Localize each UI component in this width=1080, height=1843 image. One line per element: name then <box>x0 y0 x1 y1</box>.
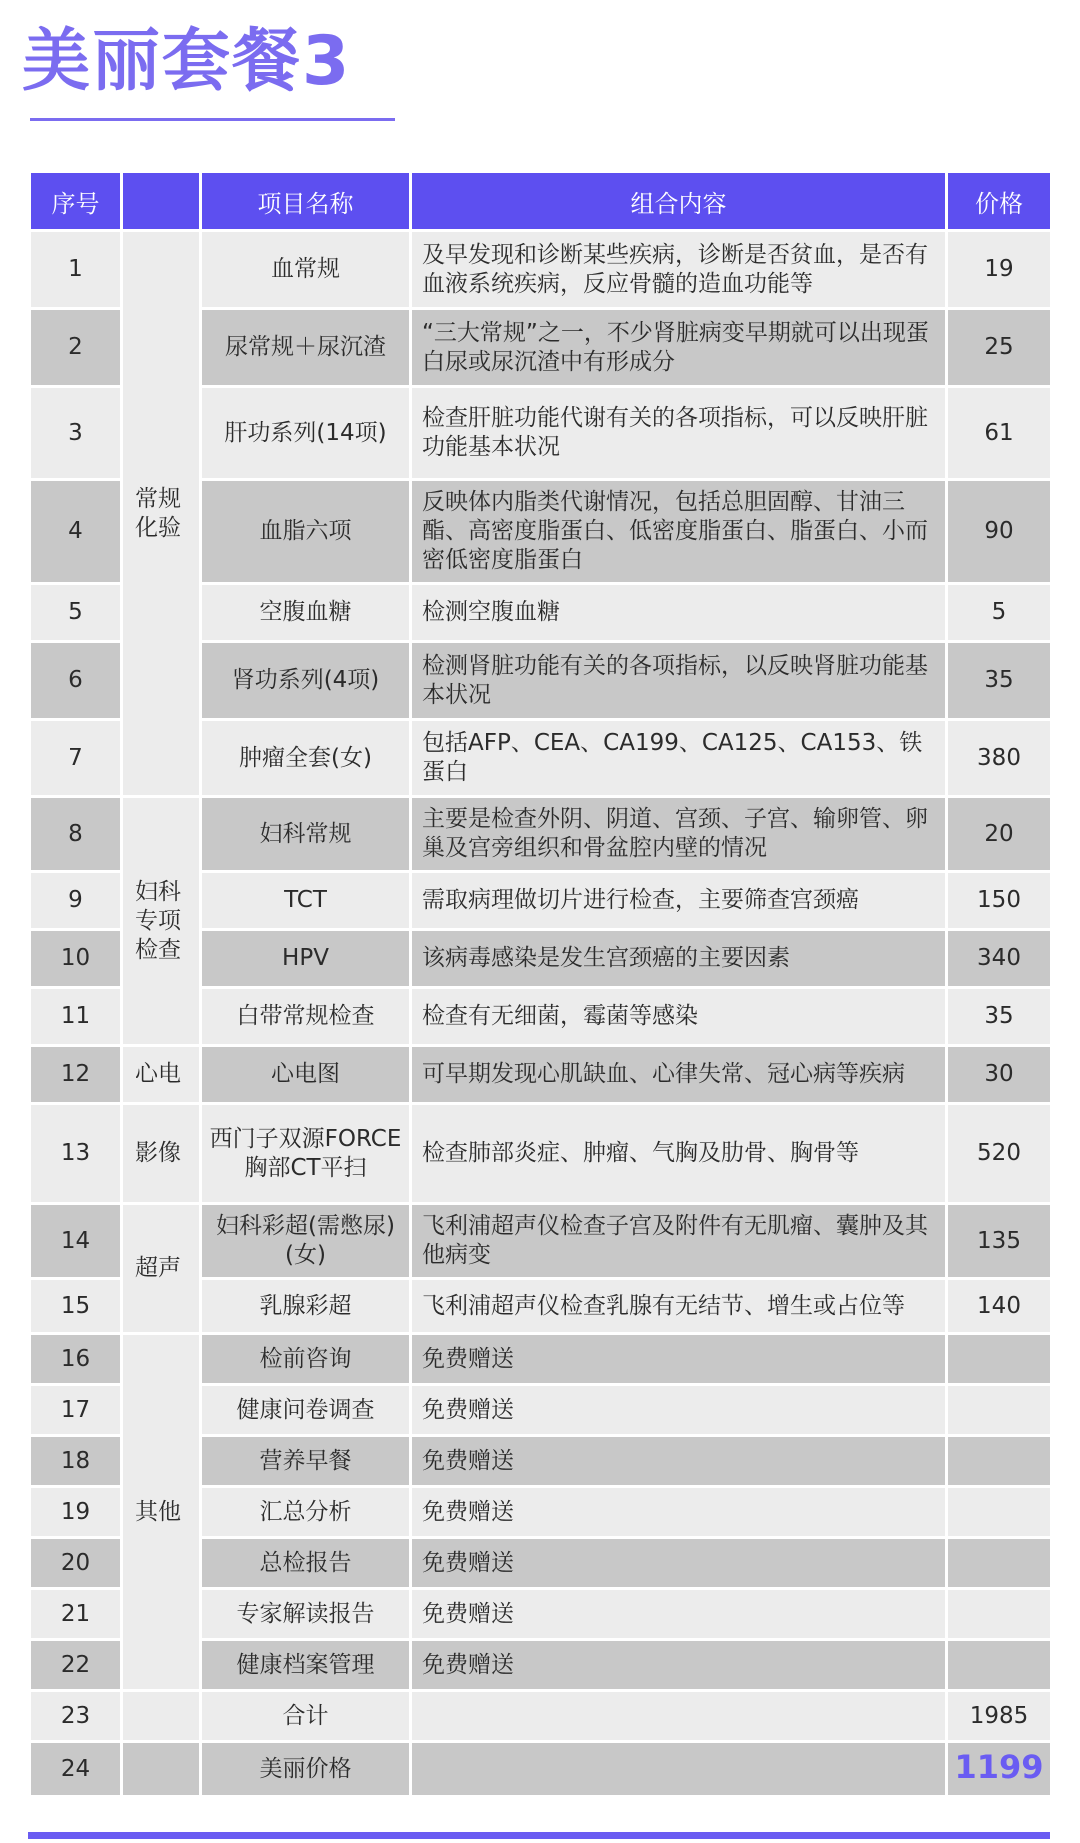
table-row <box>31 232 1050 307</box>
category-imaging: 影像 <box>123 1105 199 1202</box>
row-content: 检查肝脏功能代谢有关的各项指标，可以反映肝脏功能基本状况 <box>412 388 945 478</box>
row-index: 14 <box>31 1205 120 1277</box>
row-index: 12 <box>31 1047 120 1102</box>
table-row <box>31 798 1050 870</box>
table-row <box>31 1335 1050 1383</box>
row-name: 检前咨询 <box>202 1335 409 1383</box>
row-content: 免费赠送 <box>412 1335 945 1383</box>
row-category-blank <box>123 1743 199 1795</box>
row-price: 380 <box>948 721 1050 795</box>
page-title: 美丽套餐3 <box>22 22 352 101</box>
total-price: 1985 <box>948 1692 1050 1740</box>
row-content: 免费赠送 <box>412 1488 945 1536</box>
bottom-accent-bar <box>28 1832 1050 1839</box>
row-name: 健康档案管理 <box>202 1641 409 1689</box>
row-price <box>948 1590 1050 1638</box>
row-name: 专家解读报告 <box>202 1590 409 1638</box>
row-name: 空腹血糖 <box>202 585 409 640</box>
row-price: 35 <box>948 643 1050 718</box>
row-content: 免费赠送 <box>412 1386 945 1434</box>
row-content: 飞利浦超声仪检查子宫及附件有无肌瘤、囊肿及其他病变 <box>412 1205 945 1277</box>
row-name: 血常规 <box>202 232 409 307</box>
row-name: 肝功系列(14项) <box>202 388 409 478</box>
row-index: 21 <box>31 1590 120 1638</box>
row-content: 检测肾脏功能有关的各项指标，以反映肾脏功能基本状况 <box>412 643 945 718</box>
row-content: 该病毒感染是发生宫颈癌的主要因素 <box>412 931 945 986</box>
row-content: 可早期发现心肌缺血、心律失常、冠心病等疾病 <box>412 1047 945 1102</box>
table-row <box>31 1047 1050 1102</box>
row-price: 135 <box>948 1205 1050 1277</box>
row-content: 免费赠送 <box>412 1590 945 1638</box>
row-index: 5 <box>31 585 120 640</box>
row-index: 15 <box>31 1280 120 1332</box>
row-name: 白带常规检查 <box>202 989 409 1044</box>
row-price <box>948 1386 1050 1434</box>
row-name: 妇科彩超(需憋尿)(女) <box>202 1205 409 1277</box>
row-name: 营养早餐 <box>202 1437 409 1485</box>
header-name: 项目名称 <box>202 173 409 229</box>
row-price: 35 <box>948 989 1050 1044</box>
row-index: 2 <box>31 310 120 385</box>
row-price: 520 <box>948 1105 1050 1202</box>
row-name: 血脂六项 <box>202 481 409 582</box>
row-index: 18 <box>31 1437 120 1485</box>
row-index: 7 <box>31 721 120 795</box>
row-name: HPV <box>202 931 409 986</box>
row-content: 检查肺部炎症、肿瘤、气胸及肋骨、胸骨等 <box>412 1105 945 1202</box>
row-content: 检查有无细菌，霉菌等感染 <box>412 989 945 1044</box>
table-header-row <box>31 173 1050 229</box>
header-content: 组合内容 <box>412 173 945 229</box>
row-content: 免费赠送 <box>412 1539 945 1587</box>
row-content: “三大常规”之一，不少肾脏病变早期就可以出现蛋白尿或尿沉渣中有形成分 <box>412 310 945 385</box>
category-ecg: 心电 <box>123 1047 199 1102</box>
total-row <box>31 1692 1050 1740</box>
row-index: 4 <box>31 481 120 582</box>
row-name: 尿常规＋尿沉渣 <box>202 310 409 385</box>
row-price <box>948 1335 1050 1383</box>
category-gyn: 妇科专项检查 <box>123 798 199 1044</box>
row-price: 140 <box>948 1280 1050 1332</box>
row-index: 10 <box>31 931 120 986</box>
row-name: 妇科常规 <box>202 798 409 870</box>
row-name: 西门子双源FORCE胸部CT平扫 <box>202 1105 409 1202</box>
row-price <box>948 1488 1050 1536</box>
table-row <box>31 1205 1050 1277</box>
row-content: 免费赠送 <box>412 1641 945 1689</box>
row-index: 23 <box>31 1692 120 1740</box>
row-name: 汇总分析 <box>202 1488 409 1536</box>
row-price: 61 <box>948 388 1050 478</box>
row-price <box>948 1641 1050 1689</box>
row-index: 6 <box>31 643 120 718</box>
row-category-blank <box>123 1692 199 1740</box>
category-other: 其他 <box>123 1335 199 1689</box>
row-content <box>412 1743 945 1795</box>
row-name: TCT <box>202 873 409 928</box>
row-content: 检测空腹血糖 <box>412 585 945 640</box>
row-price: 340 <box>948 931 1050 986</box>
title-underline <box>30 118 395 121</box>
row-price: 30 <box>948 1047 1050 1102</box>
row-name: 总检报告 <box>202 1539 409 1587</box>
row-index: 3 <box>31 388 120 478</box>
row-content: 需取病理做切片进行检查，主要筛查宫颈癌 <box>412 873 945 928</box>
row-index: 22 <box>31 1641 120 1689</box>
row-price <box>948 1539 1050 1587</box>
row-content: 飞利浦超声仪检查乳腺有无结节、增生或占位等 <box>412 1280 945 1332</box>
row-content: 反映体内脂类代谢情况，包括总胆固醇、甘油三酯、高密度脂蛋白、低密度脂蛋白、脂蛋白、小而密低密度脂蛋白 <box>412 481 945 582</box>
row-name: 健康问卷调查 <box>202 1386 409 1434</box>
final-price-row <box>31 1743 1050 1795</box>
row-price: 150 <box>948 873 1050 928</box>
total-label: 合计 <box>202 1692 409 1740</box>
row-name: 乳腺彩超 <box>202 1280 409 1332</box>
final-price-value <box>948 1743 1050 1795</box>
row-content: 主要是检查外阴、阴道、宫颈、子宫、输卵管、卵巢及宫旁组织和骨盆腔内壁的情况 <box>412 798 945 870</box>
row-index: 24 <box>31 1743 120 1795</box>
table-row <box>31 1105 1050 1202</box>
row-index: 19 <box>31 1488 120 1536</box>
row-price: 20 <box>948 798 1050 870</box>
row-index: 1 <box>31 232 120 307</box>
row-index: 9 <box>31 873 120 928</box>
row-price <box>948 1437 1050 1485</box>
row-content: 及早发现和诊断某些疾病，诊断是否贫血，是否有血液系统疾病，反应骨髓的造血功能等 <box>412 232 945 307</box>
row-price: 25 <box>948 310 1050 385</box>
row-content: 免费赠送 <box>412 1437 945 1485</box>
package-table <box>28 170 1053 1798</box>
header-price: 价格 <box>948 173 1050 229</box>
row-index: 17 <box>31 1386 120 1434</box>
header-index: 序号 <box>31 173 120 229</box>
row-content <box>412 1692 945 1740</box>
row-content: 包括AFP、CEA、CA199、CA125、CA153、铁蛋白 <box>412 721 945 795</box>
row-index: 16 <box>31 1335 120 1383</box>
row-price: 19 <box>948 232 1050 307</box>
row-name: 心电图 <box>202 1047 409 1102</box>
final-price-label: 美丽价格 <box>202 1743 409 1795</box>
row-index: 13 <box>31 1105 120 1202</box>
category-ultrasound: 超声 <box>123 1205 199 1332</box>
header-category <box>123 173 199 229</box>
row-name: 肾功系列(4项) <box>202 643 409 718</box>
row-index: 8 <box>31 798 120 870</box>
row-price: 90 <box>948 481 1050 582</box>
row-price: 5 <box>948 585 1050 640</box>
row-name: 肿瘤全套(女) <box>202 721 409 795</box>
row-index: 11 <box>31 989 120 1044</box>
final-price: 1199 <box>954 1747 1044 1786</box>
category-routine: 常规化验 <box>123 232 199 795</box>
row-index: 20 <box>31 1539 120 1587</box>
